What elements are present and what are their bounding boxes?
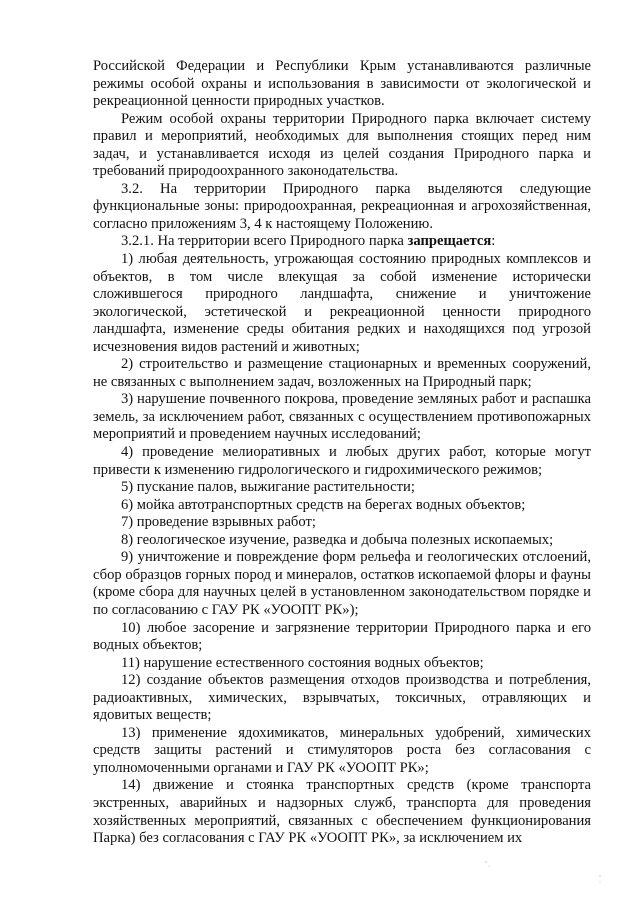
scan-speck — [489, 866, 490, 867]
scan-speck — [600, 882, 601, 883]
list-item-1: 1) любая деятельность, угрожающая состоянию природных комплексов и объектов, в том числе влекущая за собой изменение исторически сложившегося природного ландшафта, снижение и уничтожение экологической, эстетической и рекреационной ценности природного ландшафта, изменение среды обитания редких и находящихся под угрозой исчезновения видов растений и животных; — [93, 251, 591, 355]
list-item-8: 8) геологическое изучение, разведка и добыча полезных ископаемых; — [121, 531, 554, 548]
list-item-2: 2) строительство и размещение стационарных и временных сооружений, не связанных с выполнением задач, возложенных на Природный парк; — [93, 356, 591, 390]
prohibited-heading: запрещается — [407, 233, 492, 250]
list-item-7: 7) проведение взрывных работ; — [121, 514, 316, 531]
scan-speck — [599, 875, 600, 876]
document-body — [93, 58, 591, 848]
list-item-13: 13) применение ядохимикатов, минеральных удобрений, химических средств защиты растений и стимуляторов роста без согласования с уполномоченными органами и ГАУ РК «УООПТ РК»; — [93, 724, 591, 776]
paragraph-3-2: 3.2. На территории Природного парка выделяются следующие функциональные зоны: природоохранная, рекреационная и агрохозяйственная, согласно приложениям 3, 4 к настоящему Положению. — [93, 180, 591, 232]
paragraph-3-2-1 — [93, 233, 591, 251]
paragraph-3-2-1-text: 3.2.1. На территории всего Природного парка — [121, 233, 408, 250]
list-item-3: 3) нарушение почвенного покрова, проведение земляных работ и распашка земель, за исключением работ, связанных с осуществлением противопожарных мероприятий и проведением научных исследований; — [93, 391, 591, 443]
list-item-12: 12) создание объектов размещения отходов производства и потребления, радиоактивных, химических, взрывчатых, токсичных, отравляющих и ядовитых веществ; — [93, 672, 591, 724]
paragraph-regime: Режим особой охраны территории Природного парка включает систему правил и мероприятий, необходимых для выполнения стоящих перед ним задач, и устанавливается исходя из целей создания Природного парка и требований природоохранного законодательства. — [93, 110, 591, 180]
list-item-4: 4) проведение мелиоративных и любых других работ, которые могут привести к изменению гидрологического и гидрохимического режимов; — [93, 444, 591, 478]
list-item-10: 10) любое засорение и загрязнение территории Природного парка и его водных объектов; — [93, 619, 591, 654]
list-item-14: 14) движение и стоянка транспортных средств (кроме транспорта экстренных, аварийных и надзорных служб, транспорта для проведения хозяйственных мероприятий, связанных с обеспечением функционирования Парка) без согласования с ГАУ РК «УООПТ РК», за исключением их — [93, 777, 591, 847]
scan-speck — [485, 861, 486, 862]
list-item-6: 6) мойка автотранспортных средств на берегах водных объектов; — [121, 496, 526, 513]
list-item-9: 9) уничтожение и повреждение форм рельефа и геологических отслоений, сбор образцов горных пород и минералов, остатков ископаемой флоры и фауны (кроме сбора для научных целей в установленном законодательством порядке и по согласованию с ГАУ РК «УООПТ РК»); — [93, 549, 591, 618]
paragraph-3-2-1-colon: : — [491, 233, 496, 250]
list-item-11: 11) нарушение естественного состояния водных объектов; — [121, 654, 484, 671]
list-item-5: 5) пускание палов, выжигание растительности; — [121, 479, 415, 496]
paragraph-intro-continuation: Российской Федерации и Республики Крым устанавливаются различные режимы особой охраны и использования в зависимости от экологической и рекреационной ценности природных участков. — [93, 58, 591, 110]
